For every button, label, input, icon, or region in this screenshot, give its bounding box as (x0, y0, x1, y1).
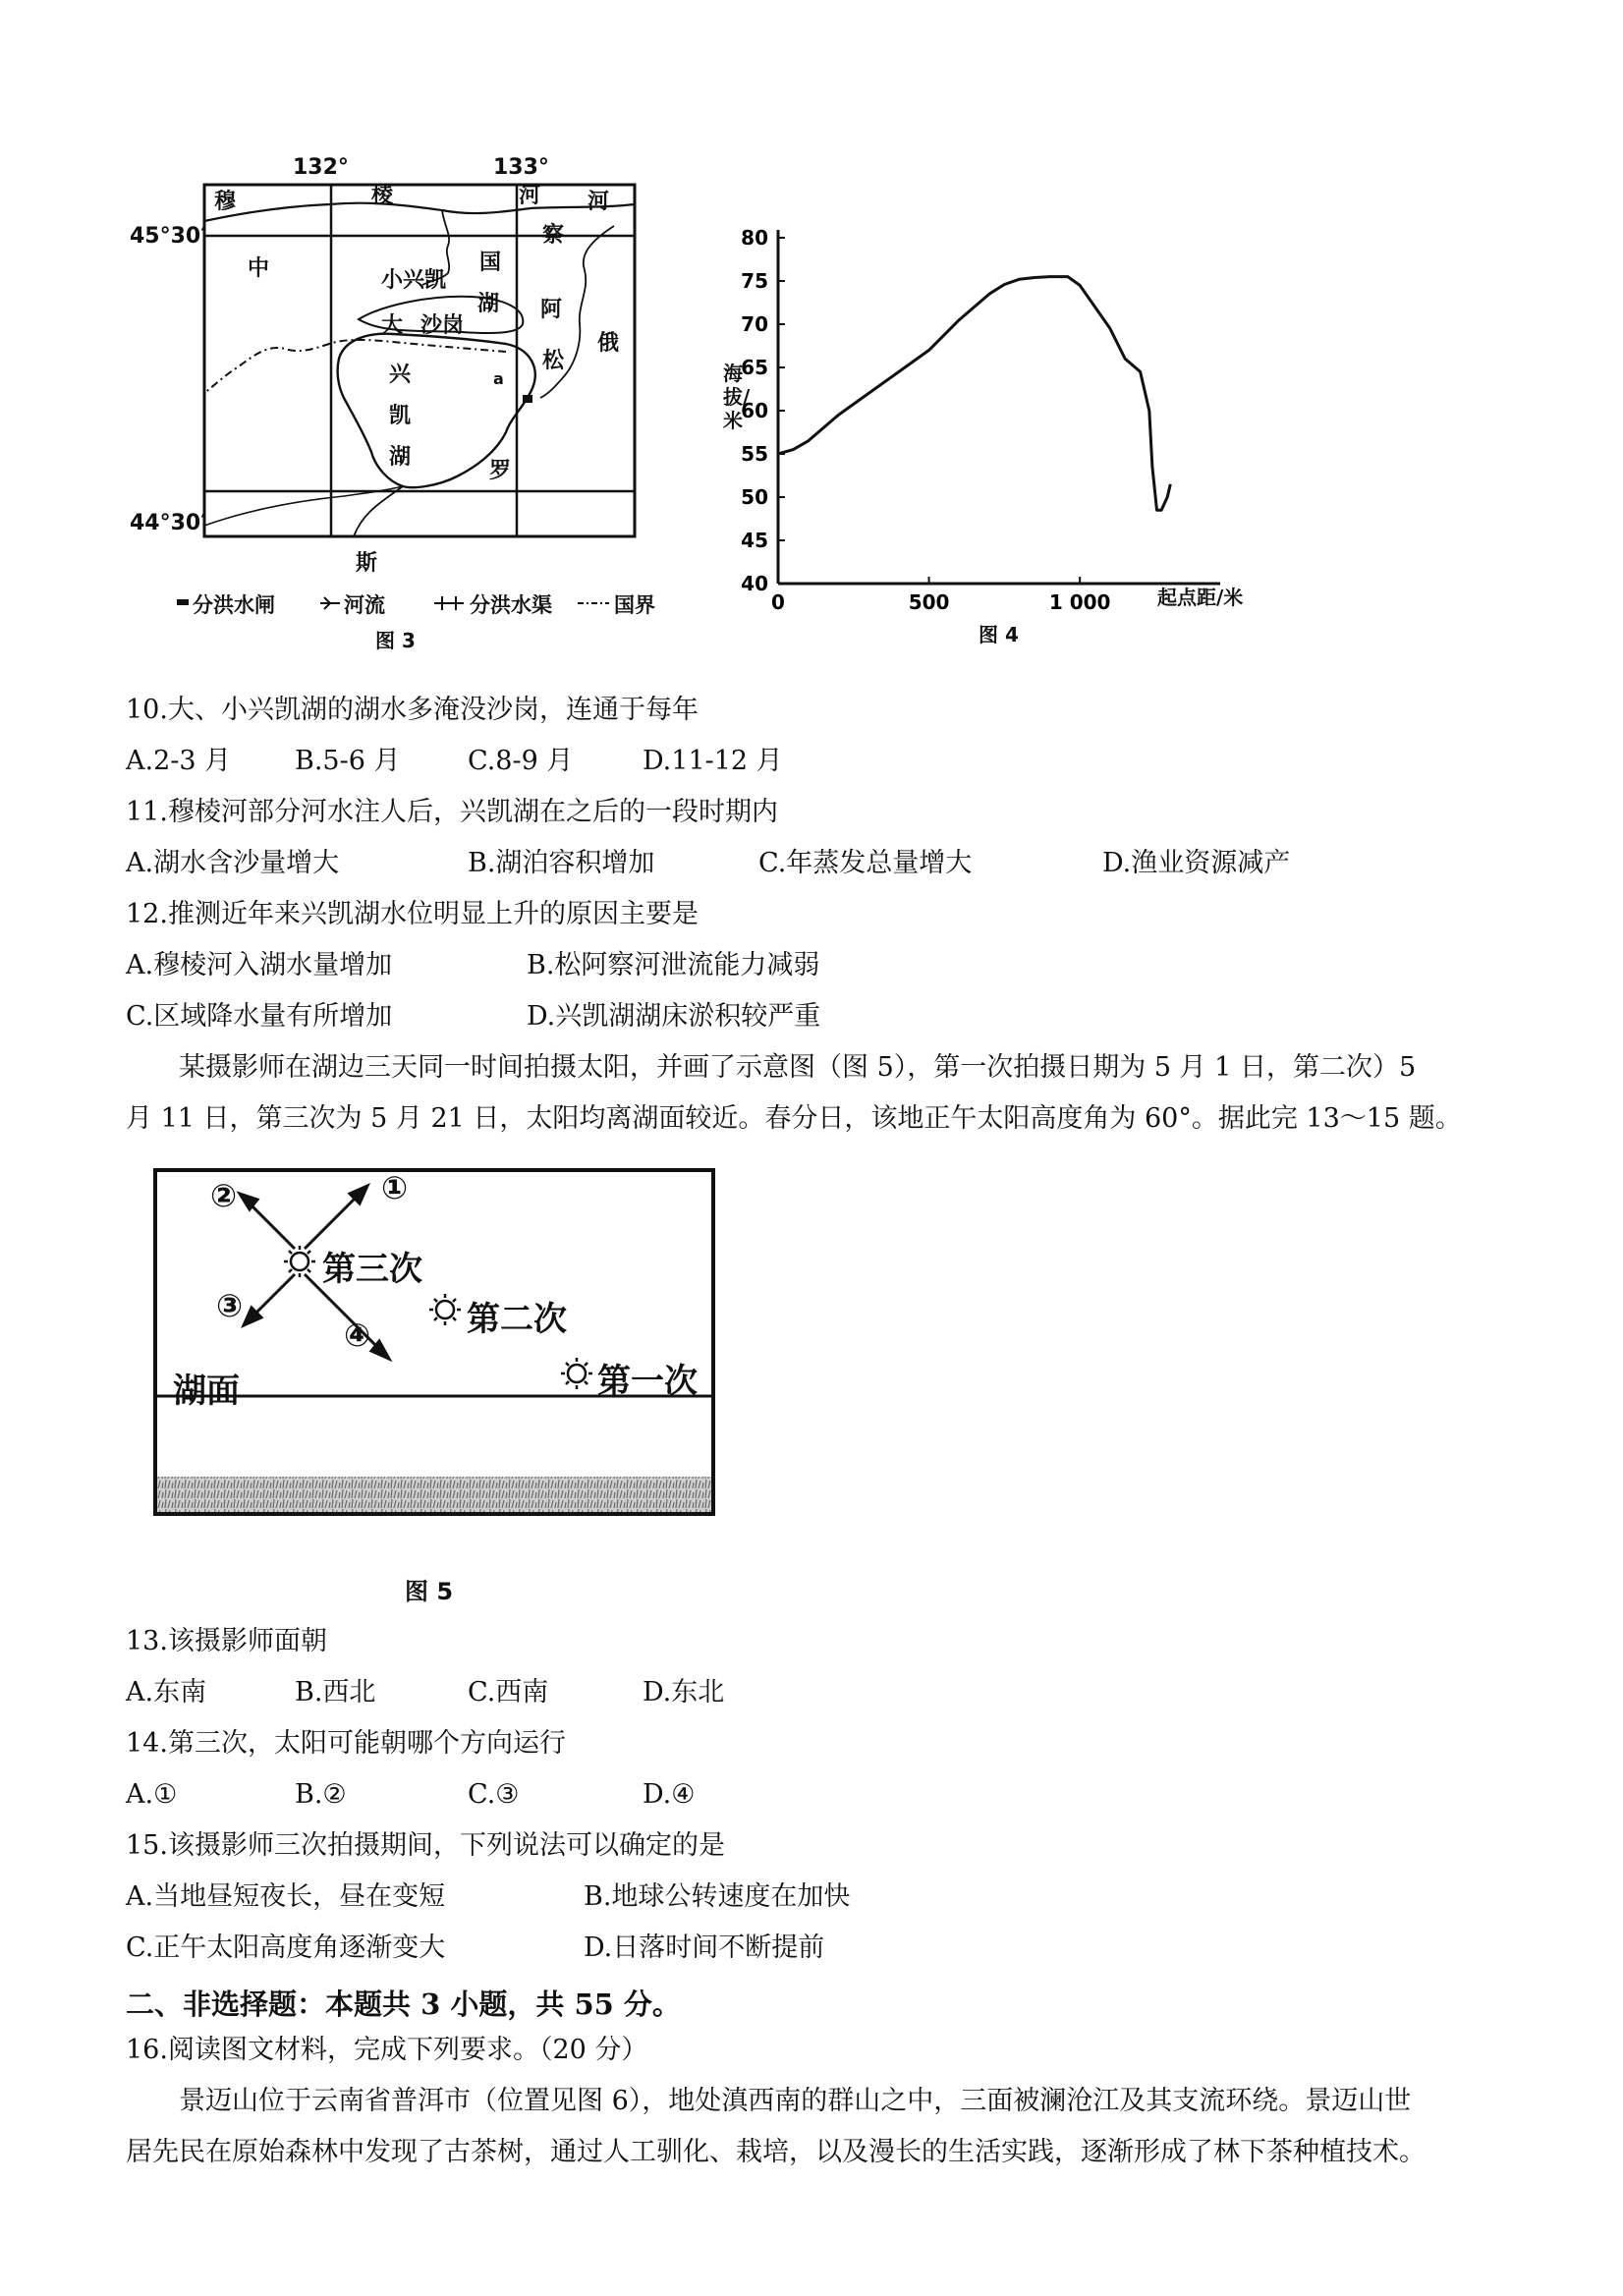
legend-border-label: 国界 (614, 593, 655, 617)
legend-river-icon (320, 597, 340, 609)
figure-4-caption: 图 4 (979, 623, 1019, 646)
map-label-hu-small: 湖 (477, 292, 500, 316)
question-13-stem: 13.该摄影师面朝 (126, 1626, 327, 1656)
question-14-option-a: A.① (126, 1779, 178, 1810)
figure-5-second-label: 第二次 (467, 1300, 567, 1339)
figure-5-frame (155, 1170, 713, 1514)
map-label-song: 松 (542, 349, 565, 373)
legend-gate-icon (177, 599, 189, 605)
x-tick-label: 1 000 (1048, 590, 1111, 614)
map-label-e: 俄 (597, 331, 620, 356)
question-12-stem: 12.推测近年来兴凯湖水位明显上升的原因主要是 (126, 899, 699, 929)
y-tick-label: 70 (741, 312, 768, 336)
question-15-option-a: A.当地昼短夜长，昼在变短 (126, 1881, 446, 1912)
y-tick-label: 45 (741, 529, 768, 552)
map-label-mark: a (493, 369, 504, 388)
map-label-da: 大 (381, 313, 404, 338)
x-tick-label: 0 (771, 590, 785, 614)
map-label-a: 阿 (540, 298, 563, 322)
question-14-stem: 14.第三次，太阳可能朝哪个方向运行 (126, 1728, 566, 1759)
question-10-option-a: A.2-3 月 (126, 746, 232, 776)
y-tick-label: 55 (741, 442, 768, 466)
question-14-option-d: D.④ (643, 1779, 696, 1810)
map-frame (204, 185, 635, 536)
figure-4-xlabel: 起点距/米 (1157, 586, 1244, 609)
lon-133-label: 133° (493, 155, 549, 180)
question-16-para-line-2: 居先民在原始森林中发现了古茶树，通过人工驯化、栽培，以及漫长的生活实践，逐渐形成了林下茶种植技术。 (126, 2137, 1426, 2167)
map-label-xiao-xing-kai: 小兴凯 (381, 268, 447, 293)
question-14-option-b: B.② (295, 1779, 347, 1810)
map-label-guo: 国 (479, 251, 502, 275)
figure-5-arrow-4-label: ④ (344, 1316, 371, 1354)
question-10-option-d: D.11-12 月 (643, 746, 783, 776)
question-12-option-a: A.穆棱河入湖水量增加 (126, 950, 393, 980)
question-13-option-a: A.东南 (126, 1677, 207, 1708)
y-tick-label: 60 (741, 399, 768, 422)
figure-5-arrow-1-label: ① (381, 1169, 409, 1206)
grass-band (157, 1477, 711, 1512)
question-16-para-line-1: 景迈山位于云南省普洱市（位置见图 6），地处滇西南的群山之中，三面被澜沧江及其支流环绕。景迈山世 (179, 2086, 1412, 2116)
question-13-option-d: D.东北 (643, 1677, 725, 1708)
figure-4-chart (707, 216, 1297, 629)
x-tick-label: 500 (908, 590, 950, 614)
map-label-mu: 穆 (214, 190, 237, 214)
map-label-kai: 凯 (389, 404, 412, 428)
figure-3-caption: 图 3 (375, 629, 416, 652)
figure-5-caption: 图 5 (405, 1578, 454, 1605)
lon-132-label: 132° (293, 155, 349, 180)
lat-45-30-label: 45°30′ (130, 224, 207, 249)
y-tick-label: 40 (741, 572, 768, 595)
figure-5-arrow-3-label: ③ (216, 1287, 244, 1324)
map-label-luo: 罗 (489, 459, 512, 483)
question-14-option-c: C.③ (468, 1779, 520, 1810)
question-16-stem: 16.阅读图文材料，完成下列要求。（20 分） (126, 2035, 648, 2065)
question-12-option-c: C.区域降水量有所增加 (126, 1001, 393, 1032)
question-10-option-b: B.5-6 月 (295, 746, 401, 776)
y-tick-label: 50 (741, 485, 768, 509)
question-15-stem: 15.该摄影师三次拍摄期间，下列说法可以确定的是 (126, 1830, 725, 1861)
figure-4-ylabel: 海拔/米 (723, 362, 751, 432)
y-tick-label: 65 (741, 356, 768, 379)
figure-5-diagram (147, 1164, 727, 1533)
map-label-zhong: 中 (248, 256, 270, 281)
section-2-title: 二、非选择题：本题共 3 小题，共 55 分。 (126, 1988, 681, 2021)
question-13-option-b: B.西北 (295, 1677, 376, 1708)
question-11-option-b: B.湖泊容积增加 (468, 848, 655, 878)
question-12-option-b: B.松阿察河泄流能力减弱 (527, 950, 820, 980)
legend-gate-label: 分洪水闸 (193, 593, 275, 617)
map-label-hu-big: 湖 (389, 445, 412, 470)
figure-5-third-label: 第三次 (322, 1250, 422, 1289)
question-15-option-b: B.地球公转速度在加快 (584, 1881, 851, 1912)
intro-13-15-line-1: 某摄影师在湖边三天同一时间拍摄太阳，并画了示意图（图 5），第一次拍摄日期为 5 月 1 日，第二次）5 (179, 1052, 1417, 1083)
question-15-option-c: C.正午太阳高度角逐渐变大 (126, 1932, 446, 1963)
legend-river-label: 河流 (344, 593, 385, 617)
legend-canal-label: 分洪水渠 (470, 593, 552, 617)
intro-13-15-line-2: 月 11 日，第三次为 5 月 21 日，太阳均离湖面较近。春分日，该地正午太阳高度角为 60°。据此完 13～15 题。 (126, 1103, 1462, 1134)
figure-5-lake-label: 湖面 (173, 1372, 240, 1411)
question-11-stem: 11.穆棱河部分河水注人后，兴凯湖在之后的一段时期内 (126, 797, 778, 827)
muling-river (204, 203, 635, 221)
y-tick-label: 80 (741, 226, 768, 250)
map-label-si: 斯 (356, 551, 378, 576)
question-11-option-c: C.年蒸发总量增大 (758, 848, 973, 878)
lat-44-30-label: 44°30′ (130, 511, 207, 535)
national-border (204, 340, 506, 393)
question-12-option-d: D.兴凯湖湖床淤积较严重 (527, 1001, 821, 1032)
figure-5-first-label: 第一次 (597, 1362, 698, 1401)
figure-5-arrow-2-label: ② (210, 1177, 238, 1214)
diversion-gate-icon (523, 395, 532, 403)
map-label-he2: 河 (588, 190, 610, 214)
map-label-cha: 察 (542, 223, 565, 248)
map-label-leng: 棱 (371, 184, 394, 208)
question-10-stem: 10.大、小兴凯湖的湖水多淹没沙岗，连通于每年 (126, 695, 699, 725)
legend-canal-icon (434, 596, 464, 610)
map-label-xing: 兴 (389, 363, 412, 387)
question-15-option-d: D.日落时间不断提前 (584, 1932, 825, 1963)
map-label-sha-gang: 沙岗 (420, 313, 465, 338)
question-10-option-c: C.8-9 月 (468, 746, 574, 776)
question-13-option-c: C.西南 (468, 1677, 549, 1708)
elevation-profile-line (778, 277, 1170, 511)
question-11-option-d: D.渔业资源减产 (1102, 848, 1291, 878)
y-tick-label: 75 (741, 269, 768, 293)
question-11-option-a: A.湖水含沙量增大 (126, 848, 340, 878)
map-label-he1: 河 (519, 184, 541, 208)
